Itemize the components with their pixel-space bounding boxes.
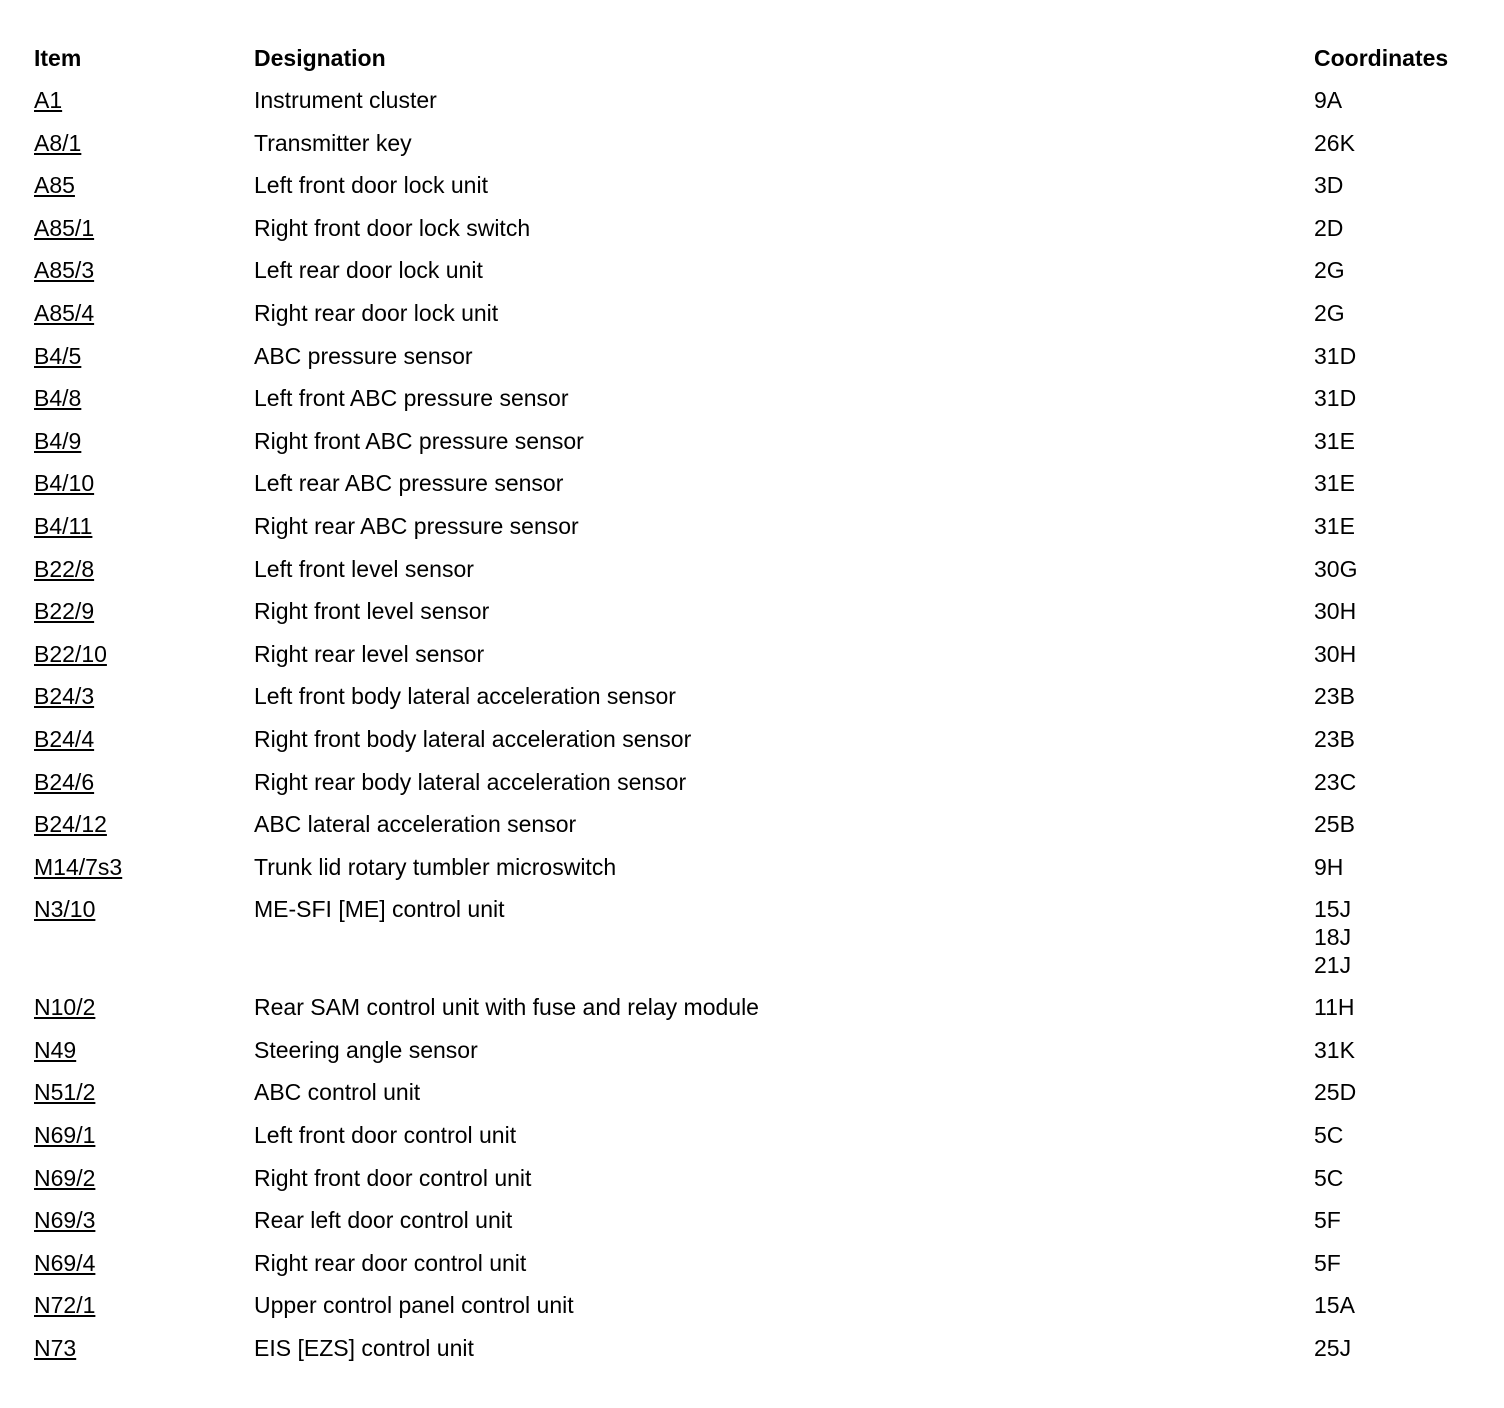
item-cell — [34, 1334, 76, 1362]
item-cell — [34, 512, 92, 540]
designation-cell: Right rear ABC pressure sensor — [254, 512, 579, 539]
item-cell — [34, 1036, 76, 1064]
table-row — [34, 597, 1484, 640]
designation-cell: Steering angle sensor — [254, 1036, 478, 1063]
item-link[interactable]: N73 — [34, 1335, 77, 1362]
table-row — [34, 214, 1484, 257]
item-link[interactable]: B22/8 — [34, 555, 95, 582]
designation-cell: Left rear door lock unit — [254, 257, 483, 284]
item-cell — [34, 1164, 95, 1192]
table-row — [34, 768, 1484, 811]
coordinates-cell — [1314, 427, 1355, 455]
item-link[interactable]: B24/12 — [34, 811, 107, 838]
designation-cell: Left front level sensor — [254, 555, 474, 582]
designation-cell: Right rear door control unit — [254, 1249, 527, 1276]
coordinate-value: 25B — [1314, 811, 1355, 838]
item-cell — [34, 469, 94, 497]
item-link[interactable]: N69/3 — [34, 1207, 96, 1234]
designation-cell: Transmitter key — [254, 129, 412, 156]
item-link[interactable]: A8/1 — [34, 129, 82, 156]
designation-cell: Left front body lateral acceleration sensor — [254, 683, 676, 710]
coordinates-cell — [1314, 682, 1355, 710]
coordinate-value: 2D — [1314, 214, 1344, 241]
item-link[interactable]: B4/9 — [34, 427, 82, 454]
item-cell — [34, 725, 94, 753]
item-cell — [34, 1121, 95, 1149]
designation-cell: Right front level sensor — [254, 598, 490, 625]
item-cell — [34, 993, 95, 1021]
coordinate-value: 23C — [1314, 768, 1357, 795]
item-link[interactable]: N51/2 — [34, 1079, 96, 1106]
coordinates-column-header: Coordinates — [1314, 45, 1449, 71]
coordinate-value: 30H — [1314, 640, 1357, 667]
coordinates-cell — [1314, 1249, 1341, 1277]
coordinates-cell — [1314, 1334, 1351, 1362]
designation-cell: ABC control unit — [254, 1079, 421, 1106]
coordinate-value: 31E — [1314, 427, 1355, 454]
coordinate-value: 21J — [1314, 952, 1352, 979]
designation-column-header: Designation — [254, 45, 386, 71]
coordinate-value: 23B — [1314, 683, 1355, 710]
table-row — [34, 1291, 1484, 1334]
item-link[interactable]: A85 — [34, 172, 75, 199]
table-row — [34, 256, 1484, 299]
coordinates-cell — [1314, 555, 1357, 583]
designation-cell: Left front ABC pressure sensor — [254, 385, 569, 412]
coordinate-value: 5C — [1314, 1122, 1344, 1149]
item-link[interactable]: M14/7s3 — [34, 853, 123, 880]
item-link[interactable]: N69/2 — [34, 1164, 96, 1191]
table-row — [34, 299, 1484, 342]
coordinates-cell — [1314, 768, 1356, 796]
coordinate-value: 31D — [1314, 385, 1357, 412]
table-row — [34, 1206, 1484, 1249]
coordinates-cell — [1314, 512, 1355, 540]
item-cell — [34, 256, 94, 284]
coordinates-cell — [1314, 256, 1345, 284]
coordinate-value: 5F — [1314, 1207, 1341, 1234]
table-row — [34, 810, 1484, 853]
item-cell — [34, 555, 94, 583]
table-row — [34, 993, 1484, 1036]
coordinates-cell — [1314, 640, 1356, 668]
item-link[interactable]: N49 — [34, 1036, 77, 1063]
designation-cell: Rear left door control unit — [254, 1207, 513, 1234]
coordinate-value: 15A — [1314, 1292, 1355, 1319]
coordinate-value: 3D — [1314, 172, 1344, 199]
item-link[interactable]: B4/8 — [34, 385, 82, 412]
coordinate-value: 2G — [1314, 257, 1345, 284]
item-link[interactable]: B24/3 — [34, 683, 95, 710]
designation-cell: Rear SAM control unit with fuse and relay module — [254, 994, 759, 1021]
item-link[interactable]: N10/2 — [34, 994, 96, 1021]
coordinates-cell — [1314, 810, 1355, 838]
designation-cell: Left front door lock unit — [254, 172, 488, 199]
coordinates-cell — [1314, 597, 1356, 625]
table-row — [34, 1078, 1484, 1121]
designation-cell: ME-SFI [ME] control unit — [254, 896, 505, 923]
table-row — [34, 853, 1484, 896]
coordinate-value: 31D — [1314, 342, 1357, 369]
designation-cell: Right rear door lock unit — [254, 299, 499, 326]
designation-cell: Right rear body lateral acceleration sensor — [254, 768, 687, 795]
coordinates-cell — [1314, 1078, 1356, 1106]
table-row — [34, 1164, 1484, 1207]
coordinate-value: 31E — [1314, 470, 1355, 497]
item-column-header: Item — [34, 45, 82, 71]
coordinates-cell — [1314, 1164, 1343, 1192]
item-cell — [34, 682, 94, 710]
item-link[interactable]: A85/3 — [34, 257, 95, 284]
item-cell — [34, 214, 94, 242]
item-link[interactable]: B24/4 — [34, 725, 95, 752]
item-link[interactable]: N69/1 — [34, 1122, 96, 1149]
coordinates-cell — [1314, 214, 1343, 242]
item-cell — [34, 171, 75, 199]
coordinates-cell — [1314, 1291, 1355, 1319]
designation-cell: Right front body lateral acceleration sensor — [254, 725, 692, 752]
item-link[interactable]: B4/10 — [34, 470, 95, 497]
table-row — [34, 171, 1484, 214]
table-row — [34, 1334, 1484, 1377]
table-row — [34, 129, 1484, 172]
table-header-row — [34, 44, 1484, 86]
component-legend-table — [34, 44, 1484, 1377]
designation-cell: Left rear ABC pressure sensor — [254, 470, 564, 497]
designation-cell: Right front door control unit — [254, 1164, 532, 1191]
table-row — [34, 512, 1484, 555]
item-cell — [34, 427, 81, 455]
item-link[interactable]: B24/6 — [34, 768, 95, 795]
coordinate-value: 30G — [1314, 555, 1358, 582]
item-link[interactable]: N3/10 — [34, 896, 96, 923]
item-cell — [34, 895, 95, 923]
item-cell — [34, 853, 122, 881]
coordinate-value: 30H — [1314, 598, 1357, 625]
item-link[interactable]: B4/11 — [34, 512, 93, 539]
coordinate-value: 11H — [1314, 994, 1355, 1021]
designation-cell: Right rear level sensor — [254, 640, 485, 667]
table-row — [34, 86, 1484, 129]
designation-cell: Trunk lid rotary tumbler microswitch — [254, 853, 617, 880]
coordinates-cell — [1314, 171, 1343, 199]
table-row — [34, 555, 1484, 598]
item-cell — [34, 1291, 95, 1319]
coordinates-cell — [1314, 1206, 1341, 1234]
item-cell — [34, 1249, 95, 1277]
coordinates-cell — [1314, 895, 1351, 979]
coordinates-cell — [1314, 993, 1355, 1021]
table-row — [34, 384, 1484, 427]
item-cell — [34, 86, 62, 114]
designation-cell: Instrument cluster — [254, 87, 437, 113]
coordinates-cell — [1314, 299, 1345, 327]
designation-cell: Left front door control unit — [254, 1122, 517, 1149]
coordinates-cell — [1314, 1036, 1355, 1064]
coordinates-cell — [1314, 86, 1342, 114]
table-row — [34, 1036, 1484, 1079]
item-link[interactable]: A1 — [34, 87, 63, 113]
coordinates-cell — [1314, 342, 1356, 370]
coordinate-value: 9A — [1314, 87, 1343, 113]
coordinate-value: 5F — [1314, 1249, 1341, 1276]
item-link[interactable]: N69/4 — [34, 1249, 96, 1276]
coordinate-value: 25D — [1314, 1079, 1357, 1106]
coordinates-cell — [1314, 725, 1355, 753]
coordinate-value: 15J — [1314, 896, 1352, 923]
item-cell — [34, 299, 94, 327]
item-link[interactable]: A85/4 — [34, 299, 95, 326]
item-cell — [34, 810, 107, 838]
table-row — [34, 1249, 1484, 1292]
item-cell — [34, 640, 107, 668]
coordinate-value: 26K — [1314, 129, 1355, 156]
table-row — [34, 1121, 1484, 1164]
designation-cell: Upper control panel control unit — [254, 1292, 574, 1319]
coordinates-cell — [1314, 1121, 1343, 1149]
designation-cell: ABC pressure sensor — [254, 342, 473, 369]
coordinate-value: 23B — [1314, 725, 1355, 752]
coordinate-value: 18J — [1314, 924, 1352, 951]
coordinate-value: 31K — [1314, 1036, 1355, 1063]
coordinate-value: 5C — [1314, 1164, 1344, 1191]
coordinates-cell — [1314, 469, 1355, 497]
table-row — [34, 469, 1484, 512]
coordinates-cell — [1314, 384, 1356, 412]
designation-cell: Right front door lock switch — [254, 214, 531, 241]
item-cell — [34, 342, 81, 370]
item-link[interactable]: N72/1 — [34, 1292, 96, 1319]
item-link[interactable]: B4/5 — [34, 342, 82, 369]
coordinate-value: 25J — [1314, 1335, 1352, 1362]
table-row — [34, 427, 1484, 470]
coordinate-value: 9H — [1314, 853, 1344, 880]
item-cell — [34, 597, 94, 625]
item-cell — [34, 1078, 95, 1106]
item-cell — [34, 1206, 95, 1234]
item-cell — [34, 384, 81, 412]
table-body — [34, 86, 1484, 1377]
item-cell — [34, 129, 81, 157]
coordinates-cell — [1314, 129, 1355, 157]
item-link[interactable]: B22/10 — [34, 640, 107, 667]
coordinate-value: 31E — [1314, 512, 1355, 539]
table-row — [34, 342, 1484, 385]
designation-cell: EIS [EZS] control unit — [254, 1335, 474, 1362]
coordinates-cell — [1314, 853, 1343, 881]
designation-cell: Right front ABC pressure sensor — [254, 427, 584, 454]
table-row — [34, 640, 1484, 683]
table-row — [34, 725, 1484, 768]
item-cell — [34, 768, 94, 796]
table-row — [34, 682, 1484, 725]
item-link[interactable]: A85/1 — [34, 214, 95, 241]
coordinate-value: 2G — [1314, 299, 1345, 326]
designation-cell: ABC lateral acceleration sensor — [254, 811, 577, 838]
item-link[interactable]: B22/9 — [34, 598, 95, 625]
table-row — [34, 895, 1484, 993]
